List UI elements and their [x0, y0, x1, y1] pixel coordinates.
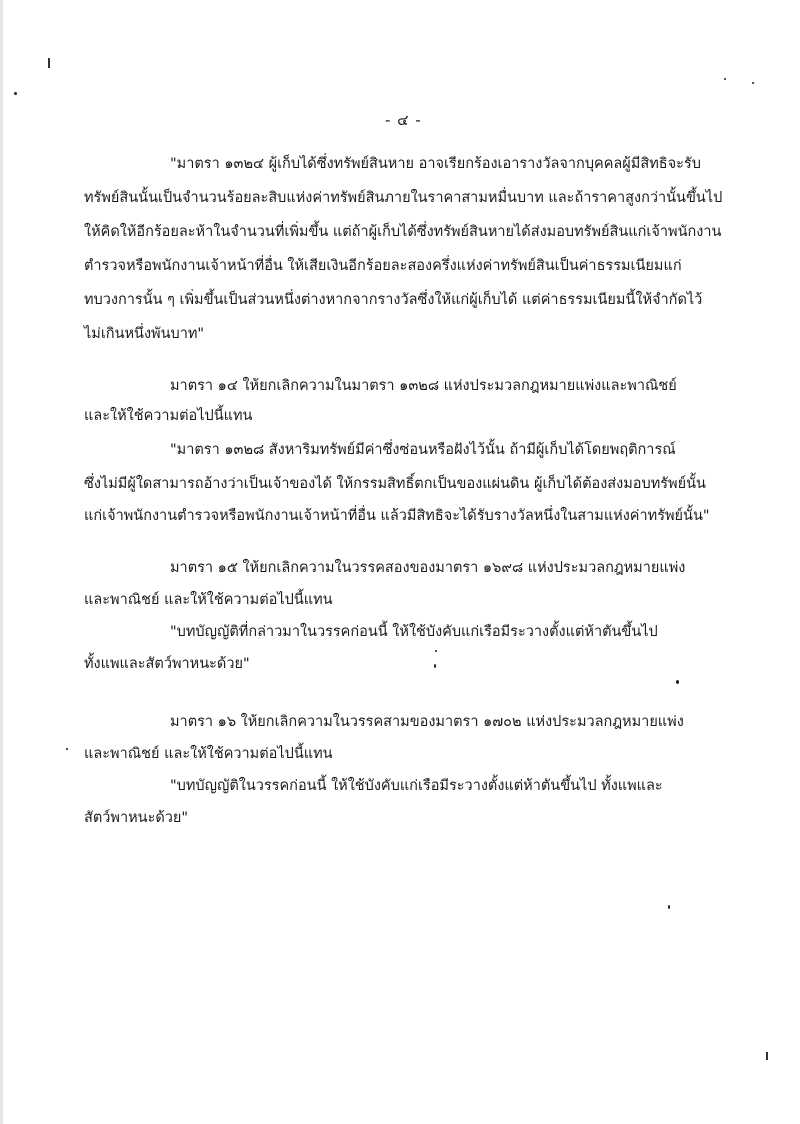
scan-speck — [14, 92, 17, 95]
text-line: แก่เจ้าพนักงานตำรวจหรือพนักงานเจ้าหน้าที่อื่น แล้วมีสิทธิจะได้รับรางวัลหนึ่งในสามแห่งค่าทรัพย์นั้น" — [84, 508, 710, 524]
page-number: - ๔ - — [385, 111, 422, 129]
text-line: ให้คิดให้อีกร้อยละห้าในจำนวนที่เพิ่มขึ้น แต่ถ้าผู้เก็บได้ซึ่งทรัพย์สินหายได้ส่งมอบทรัพย์สินแก่เจ้าพนักงาน — [84, 224, 722, 240]
text-line: "มาตรา ๑๓๒๘ สังหาริมทรัพย์มีค่าซึ่งซ่อนหรือฝังไว้นั้น ถ้ามีผู้เก็บได้โดยพฤติการณ์ — [170, 442, 676, 458]
scan-speck — [668, 905, 670, 909]
scan-speck — [66, 748, 68, 750]
text-line: ไม่เกินหนึ่งพันบาท" — [84, 326, 205, 342]
scan-mark — [48, 58, 50, 68]
text-line: และให้ใช้ความต่อไปนี้แทน — [84, 408, 253, 424]
scan-speck — [435, 650, 437, 652]
text-line: มาตรา ๑๕ ให้ยกเลิกความในวรรคสองของมาตรา ๑๖๙๘ แห่งประมวลกฎหมายแพ่ง — [170, 560, 686, 576]
text-line: "มาตรา ๑๓๒๔ ผู้เก็บได้ซึ่งทรัพย์สินหาย อาจเรียกร้องเอารางวัลจากบุคคลผู้มีสิทธิจะรับ — [170, 156, 701, 172]
text-line: ทบวงการนั้น ๆ เพิ่มขึ้นเป็นส่วนหนึ่งต่างหากจากรางวัลซึ่งให้แก่ผู้เก็บได้ แต่ค่าธรรมเนียมนี้ให้จำกัดไว้ — [84, 292, 703, 308]
text-line: ซึ่งไม่มีผู้ใดสามารถอ้างว่าเป็นเจ้าของได้ ให้กรรมสิทธิ์ตกเป็นของแผ่นดิน ผู้เก็บได้ต้องส่งมอบทรัพย์นั้น — [84, 476, 706, 492]
text-line: ตำรวจหรือพนักงานเจ้าหน้าที่อื่น ให้เสียเงินอีกร้อยละสองครึ่งแห่งค่าทรัพย์สินเป็นค่าธรรมเนียมแก่ — [84, 258, 682, 274]
scan-speck — [724, 78, 726, 80]
text-line: สัตว์พาหนะด้วย" — [84, 810, 189, 826]
text-line: และพาณิชย์ และให้ใช้ความต่อไปนี้แทน — [84, 746, 333, 762]
scan-speck — [434, 664, 436, 668]
text-line: ทรัพย์สินนั้นเป็นจำนวนร้อยละสิบแห่งค่าทรัพย์สินภายในราคาสามหมื่นบาท และถ้าราคาสูงกว่านั้นขึ้นไป — [84, 190, 723, 206]
text-line: "บทบัญญัติที่กล่าวมาในวรรคก่อนนี้ ให้ใช้บังคับแก่เรือมีระวางตั้งแต่ห้าตันขึ้นไป — [170, 624, 658, 640]
scan-mark — [766, 1052, 768, 1060]
scan-edge — [0, 0, 3, 1124]
scan-speck — [752, 82, 754, 84]
text-line: ทั้งแพและสัตว์พาหนะด้วย" — [84, 656, 250, 672]
text-line: มาตรา ๑๔ ให้ยกเลิกความในมาตรา ๑๓๒๘ แห่งประมวลกฎหมายแพ่งและพาณิชย์ — [170, 378, 677, 394]
text-line: "บทบัญญัติในวรรคก่อนนี้ ให้ใช้บังคับแก่เรือมีระวางตั้งแต่ห้าตันขึ้นไป ทั้งแพและ — [170, 778, 663, 794]
text-line: มาตรา ๑๖ ให้ยกเลิกความในวรรคสามของมาตรา ๑๗๐๒ แห่งประมวลกฎหมายแพ่ง — [170, 714, 684, 730]
text-line: และพาณิชย์ และให้ใช้ความต่อไปนี้แทน — [84, 592, 333, 608]
scan-speck — [676, 680, 679, 684]
